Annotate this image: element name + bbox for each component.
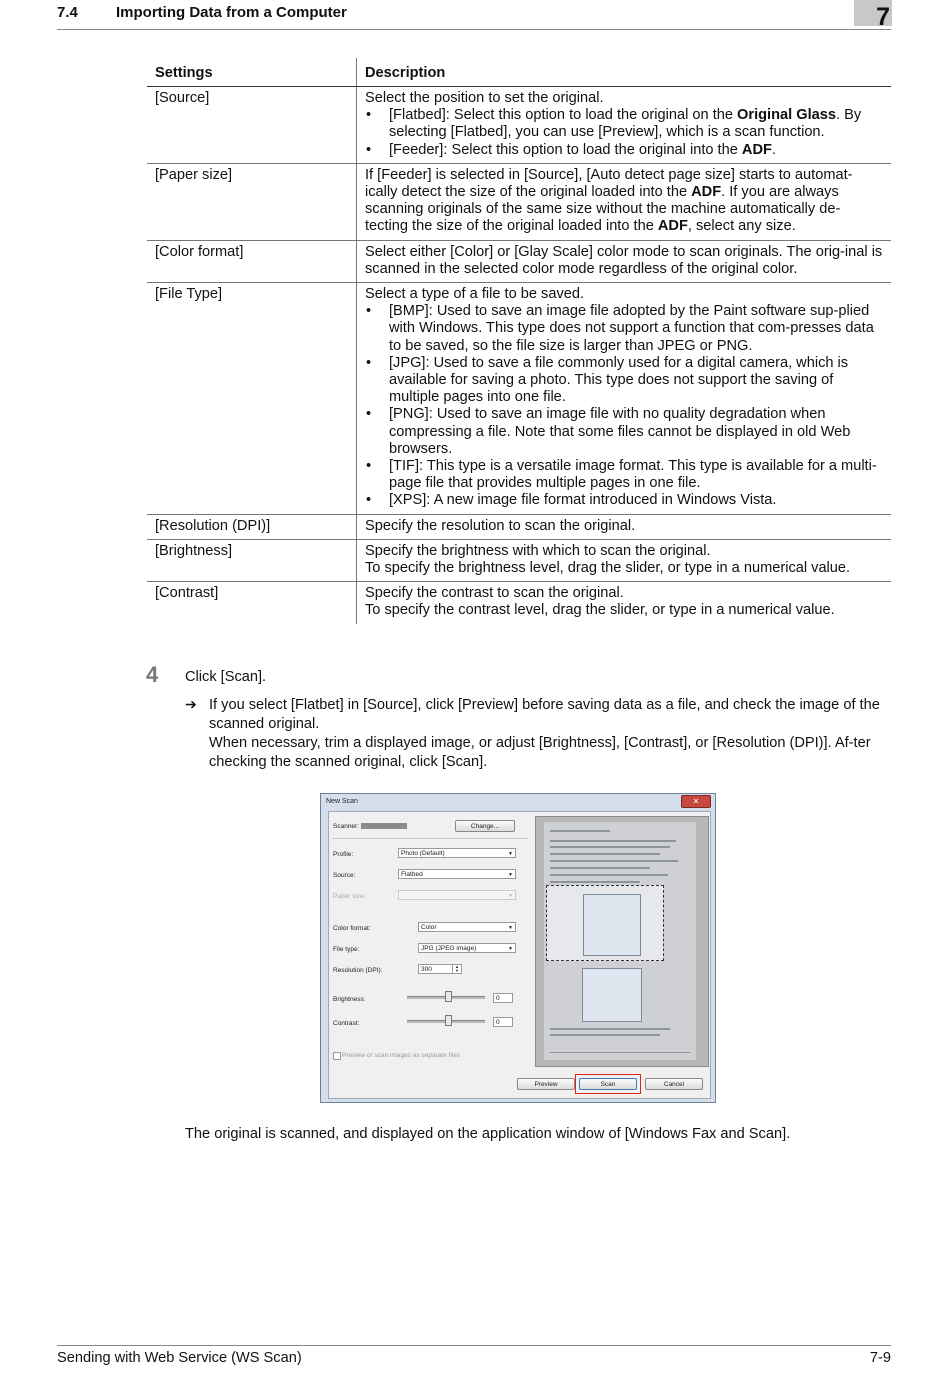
bullet-item <box>365 142 883 159</box>
text-run: [Feeder]: Select this option to load the original into the <box>389 141 742 158</box>
footer-title: Sending with Web Service (WS Scan) <box>57 1350 302 1366</box>
setting-description-cell <box>357 163 892 240</box>
text-run: , select any size. <box>687 218 796 235</box>
change-button[interactable]: Change... <box>455 820 515 832</box>
arrow-icon: ➔ <box>185 696 197 712</box>
description-line: Specify the resolution to scan the original. <box>365 517 636 534</box>
text-run: If [Feeder] is selected in [Source], [Auto detect page size] starts to automat-ically detect the size of the original loaded into the <box>365 166 853 201</box>
chevron-down-icon: ▼ <box>508 893 513 899</box>
file-type-dropdown[interactable] <box>418 943 516 953</box>
preview-text-line <box>550 830 610 832</box>
preview-text-line <box>550 881 640 883</box>
table-row <box>147 539 891 581</box>
step-number: 4 <box>146 662 159 687</box>
setting-name-cell: [Brightness] <box>147 539 357 581</box>
text-run: [PNG]: Used to save an image file with no quality degradation when compressing a file. Note that some files cannot be displayed in old Web browsers. <box>389 406 851 457</box>
setting-name-cell: [Contrast] <box>147 582 357 624</box>
preview-text-line <box>550 1034 660 1036</box>
preview-page-image <box>544 822 696 1060</box>
setting-name-cell: [Paper size] <box>147 163 357 240</box>
bullet-item <box>365 355 883 407</box>
preview-text-line <box>550 853 660 855</box>
chapter-number-badge: 7 <box>854 0 892 26</box>
chevron-down-icon: ▼ <box>508 946 513 952</box>
file-type-label: File type: <box>333 946 360 953</box>
text-run: [Flatbed]: Select this option to load the original on the <box>389 107 738 124</box>
scanner-label: Scanner: <box>333 823 360 830</box>
brightness-value: 0 <box>496 995 500 1002</box>
separate-files-checkbox[interactable] <box>333 1052 341 1060</box>
setting-name-cell: [Color format] <box>147 240 357 282</box>
table-row <box>147 163 891 240</box>
contrast-label: Contrast: <box>333 1020 360 1027</box>
description-line: Specify the brightness with which to scan the original. <box>365 542 711 559</box>
setting-description-cell <box>357 514 892 539</box>
table-row <box>147 240 891 282</box>
bullet-item <box>365 458 883 492</box>
source-label: Source: <box>333 872 356 879</box>
contrast-slider-thumb[interactable] <box>445 1015 452 1026</box>
dialog-body <box>328 811 711 1099</box>
text-run: [JPG]: Used to save a file commonly used for a digital camera, which is available for saving a photo. This type does not support the saving of multiple pages into one file. <box>389 354 849 406</box>
brightness-value-field[interactable] <box>493 993 513 1003</box>
preview-text-line <box>550 846 670 848</box>
bullet-item <box>365 303 883 355</box>
preview-text-line <box>550 1052 690 1053</box>
source-value: Flatbed <box>401 871 423 878</box>
color-format-dropdown[interactable] <box>418 922 516 932</box>
color-format-label: Color format: <box>333 925 371 932</box>
resolution-value: 300 <box>421 966 432 973</box>
setting-name-cell: [File Type] <box>147 283 357 515</box>
setting-name-cell: [Source] <box>147 87 357 164</box>
profile-label: Profile: <box>333 851 354 858</box>
resolution-spinner[interactable] <box>418 964 462 974</box>
text-run: . By selecting [Flatbed], you can use [Preview], which is a scan function. <box>389 107 862 141</box>
spinner-arrows-icon[interactable]: ▲ ▼ <box>452 965 461 973</box>
bold-term: ADF <box>691 184 722 201</box>
setting-description-cell <box>357 240 892 282</box>
description-line: Select either [Color] or [Glay Scale] color mode to scan originals. The orig-inal is scanned in the selected color mode regardless of the original color. <box>365 243 883 277</box>
text-run: [TIF]: This type is a versatile image format. This type is available for a multi-page file that provides multiple pages in one file. <box>389 458 877 492</box>
preview-text-line <box>550 860 678 862</box>
page-footer <box>57 1345 891 1366</box>
result-text: The original is scanned, and displayed on the application window of [Windows Fax and Scan]. <box>185 1126 791 1142</box>
brightness-label: Brightness: <box>333 996 366 1003</box>
contrast-value: 0 <box>496 1019 500 1026</box>
table-row <box>147 283 891 515</box>
contrast-value-field[interactable] <box>493 1017 513 1027</box>
text-run: . If you are always scanning originals of the same size without the machine automatically de-tecting the size of the original loaded into the <box>365 184 841 235</box>
new-scan-dialog <box>320 793 716 1103</box>
profile-dropdown[interactable] <box>398 848 516 858</box>
setting-description-cell <box>357 582 892 624</box>
step-note-line-2: When necessary, trim a displayed image, or adjust [Brightness], [Contrast], or [Resolution (DPI)]. Af-ter checking the scanned original, click [Scan]. <box>209 735 871 770</box>
divider <box>332 838 528 839</box>
bold-term: ADF <box>657 218 688 235</box>
scan-preview-pane[interactable] <box>535 816 709 1067</box>
setting-description-cell <box>357 87 892 164</box>
step-note <box>209 696 891 772</box>
bullet-item <box>365 107 883 141</box>
settings-table <box>147 58 891 624</box>
scan-button[interactable]: Scan <box>579 1078 637 1090</box>
table-row <box>147 514 891 539</box>
description-line: Select a type of a file to be saved. <box>365 286 585 303</box>
bold-term: Original Glass <box>737 107 836 124</box>
source-dropdown[interactable] <box>398 869 516 879</box>
preview-inner-screenshot <box>582 968 642 1022</box>
setting-name-cell: [Resolution (DPI)] <box>147 514 357 539</box>
settings-column-header: Settings <box>147 58 357 87</box>
table-row <box>147 582 891 624</box>
close-icon[interactable]: ✕ <box>681 795 711 808</box>
preview-text-line <box>550 840 676 842</box>
page-number: 7-9 <box>869 1350 891 1366</box>
bullet-item <box>365 406 883 458</box>
preview-text-line <box>550 867 650 869</box>
section-number: 7.4 <box>57 4 78 21</box>
step-note-line-1: If you select [Flatbet] in [Source], click [Preview] before saving data as a file, and check the image of the scanned original. <box>209 697 880 732</box>
paper-size-dropdown <box>398 890 516 900</box>
setting-description-cell <box>357 283 892 515</box>
description-line: Specify the contrast to scan the original. <box>365 585 624 602</box>
bold-term: ADF <box>741 141 772 158</box>
preview-button[interactable]: Preview <box>517 1078 575 1090</box>
chevron-down-icon: ▼ <box>508 925 513 931</box>
paper-size-label: Paper size: <box>333 893 366 900</box>
table-row <box>147 87 891 164</box>
step-instruction: Click [Scan]. <box>185 669 267 685</box>
resolution-label: Resolution (DPI): <box>333 967 383 974</box>
separate-files-label: Preview or scan images as separate files <box>342 1052 461 1059</box>
dialog-title: New Scan <box>326 798 358 805</box>
description-column-header: Description <box>357 58 892 87</box>
chevron-down-icon: ▼ <box>508 851 513 857</box>
table-header-row <box>147 58 891 87</box>
section-title: Importing Data from a Computer <box>116 4 347 21</box>
preview-inner-screenshot <box>583 894 641 956</box>
cancel-button[interactable]: Cancel <box>645 1078 703 1090</box>
setting-description-cell <box>357 539 892 581</box>
text-run: [BMP]: Used to save an image file adopted by the Paint software sup-plied with Windows. This type does not support a function that com-presses data to be saved, so the file size is larger than JPEG or PNG. <box>389 303 874 354</box>
chevron-down-icon: ▼ <box>508 872 513 878</box>
description-line: To specify the contrast level, drag the slider, or type in a numerical value. <box>365 602 835 619</box>
profile-value: Photo (Default) <box>401 850 445 857</box>
text-run: . <box>771 141 776 158</box>
description-line: To specify the brightness level, drag the slider, or type in a numerical value. <box>365 560 851 577</box>
preview-text-line <box>550 874 668 876</box>
text-run: [XPS]: A new image file format introduced in Windows Vista. <box>389 492 777 509</box>
preview-crop-selection[interactable] <box>546 885 664 961</box>
page-header <box>57 0 891 30</box>
file-type-value: JPG (JPEG image) <box>421 945 477 952</box>
brightness-slider-thumb[interactable] <box>445 991 452 1002</box>
dialog-title-bar <box>321 794 715 809</box>
scanner-name-redacted <box>361 823 407 829</box>
description-line <box>365 167 883 236</box>
preview-text-line <box>550 1028 670 1030</box>
color-format-value: Color <box>421 924 437 931</box>
bullet-item <box>365 492 883 509</box>
description-line: Select the position to set the original. <box>365 90 604 106</box>
